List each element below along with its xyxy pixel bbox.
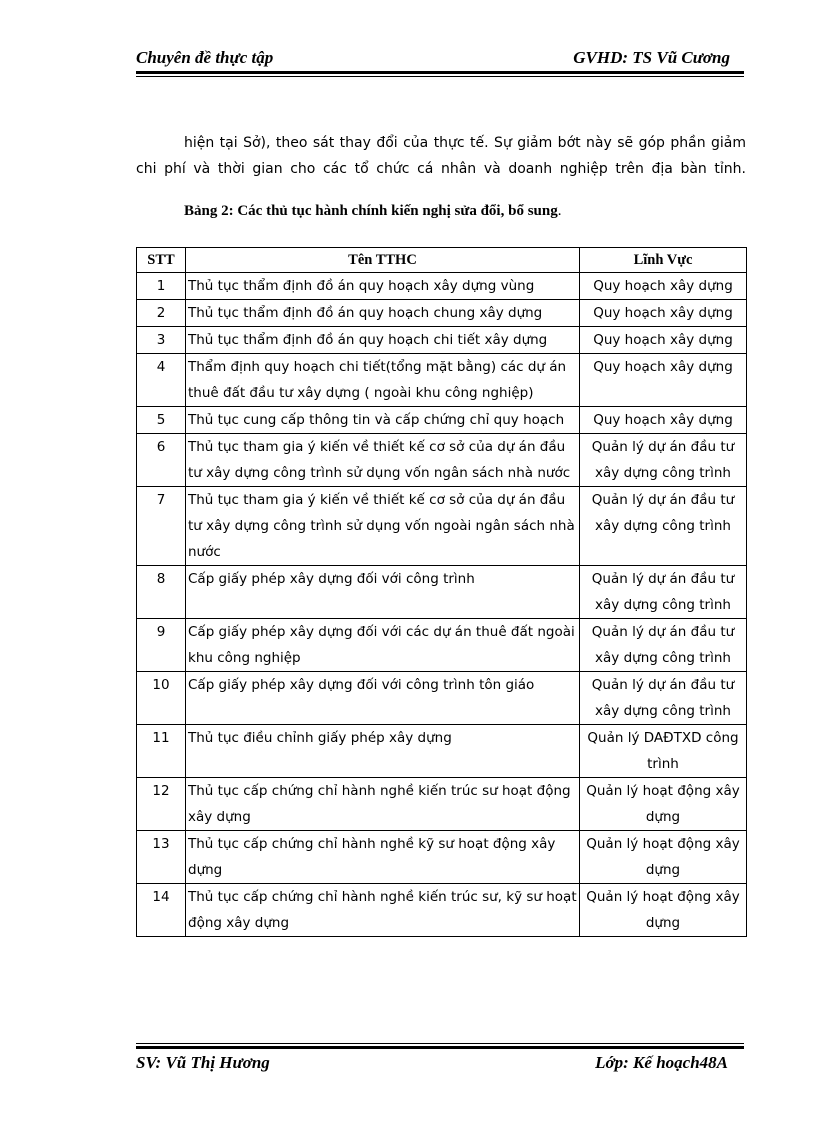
cell-field: Quản lý dự án đầu tư xây dựng công trình bbox=[580, 434, 747, 487]
cell-name: Thủ tục thẩm định đồ án quy hoạch chung xây dựng bbox=[186, 300, 580, 327]
table-row bbox=[137, 487, 747, 566]
cell-field: Quy hoạch xây dựng bbox=[580, 407, 747, 434]
cell-field: Quản lý dự án đầu tư xây dựng công trình bbox=[580, 487, 747, 566]
cell-stt: 4 bbox=[137, 354, 186, 407]
footer-right-text: Lớp: Kế hoạch48A bbox=[595, 1053, 728, 1072]
cell-name: Cấp giấy phép xây dựng đối với công trình tôn giáo bbox=[186, 672, 580, 725]
cell-name: Thẩm định quy hoạch chi tiết(tổng mặt bằng) các dự án thuê đất đầu tư xây dựng ( ngoài khu công nghiệp) bbox=[186, 354, 580, 407]
header-left-text: Chuyên đề thực tập bbox=[136, 48, 274, 67]
header-stt: STT bbox=[137, 248, 186, 273]
footer-rule-thin bbox=[136, 1043, 744, 1044]
table-row bbox=[137, 884, 747, 937]
cell-name: Thủ tục thẩm định đồ án quy hoạch chi tiết xây dựng bbox=[186, 327, 580, 354]
footer-left-text: SV: Vũ Thị Hương bbox=[136, 1053, 270, 1072]
header-rule bbox=[136, 71, 744, 74]
paragraph-line-1: hiện tại Sở), theo sát thay đổi của thực tế. Sự giảm bớt này sẽ góp phần giảm bbox=[184, 135, 746, 151]
cell-stt: 12 bbox=[137, 778, 186, 831]
cell-stt: 3 bbox=[137, 327, 186, 354]
cell-field: Quy hoạch xây dựng bbox=[580, 300, 747, 327]
cell-stt: 2 bbox=[137, 300, 186, 327]
cell-name: Cấp giấy phép xây dựng đối với các dự án thuê đất ngoài khu công nghiệp bbox=[186, 619, 580, 672]
cell-field: Quy hoạch xây dựng bbox=[580, 273, 747, 300]
paragraph-line-2: chi phí và thời gian cho các tổ chức cá nhân và doanh nghiệp trên địa bàn tỉnh. bbox=[136, 161, 746, 177]
cell-stt: 10 bbox=[137, 672, 186, 725]
cell-stt: 7 bbox=[137, 487, 186, 566]
cell-stt: 5 bbox=[137, 407, 186, 434]
header-right-text: GVHD: TS Vũ Cương bbox=[573, 48, 730, 67]
table-caption-text: Bảng 2: Các thủ tục hành chính kiến nghị sửa đổi, bổ sung bbox=[184, 203, 558, 219]
table-row bbox=[137, 300, 747, 327]
table-row bbox=[137, 327, 747, 354]
page-footer bbox=[136, 1053, 744, 1079]
cell-stt: 14 bbox=[137, 884, 186, 937]
cell-stt: 6 bbox=[137, 434, 186, 487]
cell-name: Cấp giấy phép xây dựng đối với công trình bbox=[186, 566, 580, 619]
table-caption bbox=[184, 203, 561, 220]
header-name: Tên TTHC bbox=[186, 248, 580, 273]
cell-name: Thủ tục điều chỉnh giấy phép xây dựng bbox=[186, 725, 580, 778]
cell-stt: 8 bbox=[137, 566, 186, 619]
cell-name: Thủ tục thẩm định đồ án quy hoạch xây dựng vùng bbox=[186, 273, 580, 300]
header-rule-thin bbox=[136, 76, 744, 77]
procedures-table bbox=[136, 247, 747, 937]
table-row bbox=[137, 434, 747, 487]
table-row bbox=[137, 672, 747, 725]
cell-stt: 13 bbox=[137, 831, 186, 884]
cell-field: Quản lý dự án đầu tư xây dựng công trình bbox=[580, 566, 747, 619]
table-row bbox=[137, 407, 747, 434]
cell-stt: 1 bbox=[137, 273, 186, 300]
table-row bbox=[137, 778, 747, 831]
cell-name: Thủ tục cấp chứng chỉ hành nghề kiến trúc sư, kỹ sư hoạt động xây dựng bbox=[186, 884, 580, 937]
cell-name: Thủ tục cấp chứng chỉ hành nghề kỹ sư hoạt động xây dựng bbox=[186, 831, 580, 884]
cell-name: Thủ tục cung cấp thông tin và cấp chứng chỉ quy hoạch bbox=[186, 407, 580, 434]
table-row bbox=[137, 619, 747, 672]
cell-name: Thủ tục tham gia ý kiến về thiết kế cơ sở của dự án đầu tư xây dựng công trình sử dụng vốn ngoài ngân sách nhà nước bbox=[186, 487, 580, 566]
cell-name: Thủ tục cấp chứng chỉ hành nghề kiến trúc sư hoạt động xây dựng bbox=[186, 778, 580, 831]
page-header bbox=[136, 46, 744, 70]
body-paragraph bbox=[136, 130, 746, 182]
table-caption-period: . bbox=[557, 203, 562, 219]
cell-field: Quản lý hoạt động xây dựng bbox=[580, 778, 747, 831]
table-row bbox=[137, 566, 747, 619]
cell-stt: 9 bbox=[137, 619, 186, 672]
cell-field: Quản lý DAĐTXD công trình bbox=[580, 725, 747, 778]
footer-rule bbox=[136, 1046, 744, 1049]
table-row bbox=[137, 354, 747, 407]
table-row bbox=[137, 831, 747, 884]
cell-name: Thủ tục tham gia ý kiến về thiết kế cơ sở của dự án đầu tư xây dựng công trình sử dụng vốn ngân sách nhà nước bbox=[186, 434, 580, 487]
cell-field: Quy hoạch xây dựng bbox=[580, 327, 747, 354]
cell-field: Quản lý dự án đầu tư xây dựng công trình bbox=[580, 672, 747, 725]
table-row bbox=[137, 725, 747, 778]
cell-stt: 11 bbox=[137, 725, 186, 778]
table-header-row bbox=[137, 248, 747, 273]
table-row bbox=[137, 273, 747, 300]
cell-field: Quy hoạch xây dựng bbox=[580, 354, 747, 407]
cell-field: Quản lý hoạt động xây dựng bbox=[580, 884, 747, 937]
cell-field: Quản lý dự án đầu tư xây dựng công trình bbox=[580, 619, 747, 672]
header-field: Lĩnh Vực bbox=[580, 248, 747, 273]
cell-field: Quản lý hoạt động xây dựng bbox=[580, 831, 747, 884]
